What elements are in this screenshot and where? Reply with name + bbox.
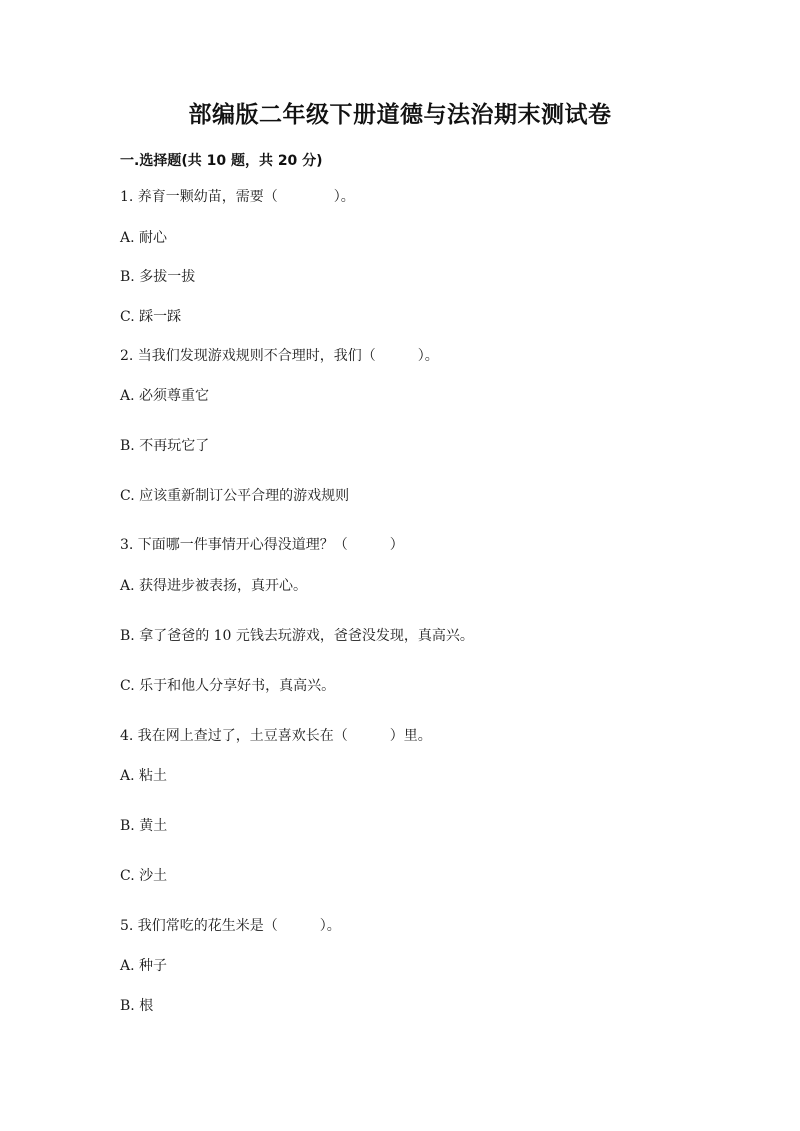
question-3-option-a: A. 获得进步被表扬，真开心。 — [120, 578, 308, 594]
question-5-option-b: B. 根 — [120, 998, 154, 1014]
question-4-option-c: C. 沙土 — [120, 868, 168, 884]
question-5-option-a: A. 种子 — [120, 958, 168, 974]
section-heading: 一.选择题(共 10 题，共 20 分) — [120, 153, 323, 169]
question-4-option-a: A. 粘土 — [120, 768, 168, 784]
question-3-option-b: B. 拿了爸爸的 10 元钱去玩游戏，爸爸没发现，真高兴。 — [120, 628, 474, 644]
question-1-option-a: A. 耐心 — [120, 230, 168, 246]
question-1-stem: 1. 养育一颗幼苗，需要（ ）。 — [120, 189, 355, 205]
question-2-option-b: B. 不再玩它了 — [120, 438, 210, 454]
question-4-stem: 4. 我在网上查过了，土豆喜欢长在（ ）里。 — [120, 728, 432, 744]
question-1-option-c: C. 踩一踩 — [120, 309, 182, 325]
question-1-option-b: B. 多拔一拔 — [120, 269, 196, 285]
question-4-option-b: B. 黄土 — [120, 818, 168, 834]
question-2-option-c: C. 应该重新制订公平合理的游戏规则 — [120, 488, 350, 504]
question-3-stem: 3. 下面哪一件事情开心得没道理？（ ） — [120, 537, 404, 553]
question-5-stem: 5. 我们常吃的花生米是（ ）。 — [120, 918, 341, 934]
page-title: 部编版二年级下册道德与法治期末测试卷 — [188, 102, 612, 128]
question-2-stem: 2. 当我们发现游戏规则不合理时，我们（ ）。 — [120, 348, 439, 364]
question-3-option-c: C. 乐于和他人分享好书，真高兴。 — [120, 678, 336, 694]
question-2-option-a: A. 必须尊重它 — [120, 388, 210, 404]
